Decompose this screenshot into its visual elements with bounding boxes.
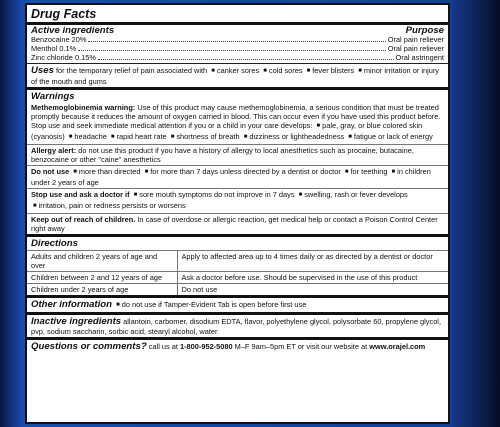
ingredient-name: Menthol 0.1%: [31, 44, 77, 53]
keep-out-label: Keep out of reach of children.: [31, 215, 136, 224]
leader-dots: [78, 50, 386, 51]
leader-dots: [88, 41, 385, 42]
do-not-use: [27, 165, 448, 187]
ingredient-purpose: Oral pain reliever: [387, 35, 444, 44]
stop-use-item: ■ swelling, rash or fever develops: [297, 190, 408, 199]
uses-section: [27, 64, 448, 90]
allergy-text: do not use this product if you have a history of allergy to local anesthetics such as procaine, butacaine, benzocaine or other "caine" anesthetics: [31, 146, 414, 164]
other-information-item: ■ do not use if Tamper-Evident Tab is open before first use: [114, 300, 306, 309]
inactive-ingredients-header: Inactive ingredients: [31, 316, 122, 327]
ingredient-row: [31, 53, 444, 62]
keep-out-of-reach: [27, 213, 448, 233]
directions-section: [27, 237, 448, 298]
do-not-use-item: ■ more than directed: [71, 167, 140, 176]
do-not-use-label: Do not use: [31, 167, 70, 176]
allergy-label: Allergy alert:: [31, 146, 77, 155]
questions-pre: call us at: [148, 342, 178, 351]
use-item: ■ fever blisters: [305, 66, 355, 75]
symptom-item: ■ headache: [67, 132, 107, 141]
table-row: [27, 251, 448, 272]
symptom-item: ■ fatigue or lack of energy: [346, 132, 433, 141]
website-link: www.orajel.com: [369, 342, 426, 351]
package-left-edge: [0, 0, 22, 427]
uses-lead: for the temporary relief of pain associated with: [56, 66, 208, 75]
purpose-header: Purpose: [405, 25, 444, 36]
ingredient-name: Zinc chloride 0.15%: [31, 53, 96, 62]
ingredient-name: Benzocaine 20%: [31, 35, 87, 44]
direction-how: Apply to affected area up to 4 times daily or as directed by a dentist or doctor: [177, 251, 448, 272]
questions-hours: M–F 9am–5pm ET or visit our website at: [234, 342, 368, 351]
warnings-section: [27, 90, 448, 237]
symptom-item: ■ shortness of breath: [169, 132, 240, 141]
direction-who: Adults and children 2 years of age and over: [27, 251, 177, 272]
table-row: [27, 272, 448, 284]
active-ingredients-header: Active ingredients: [31, 25, 115, 36]
ingredient-row: [31, 35, 444, 44]
stop-use: [27, 188, 448, 212]
inactive-ingredients-text: allantoin, carbomer, disodium EDTA, flavor, polyethylene glycol, polysorbate 60, propylene glycol, pvp, sodium saccharin, sorbic acid, stearyl alcohol, water: [31, 317, 442, 336]
ingredient-row: [31, 44, 444, 53]
allergy-alert: [27, 144, 448, 164]
direction-how: Ask a doctor before use. Should be supervised in the use of this product: [177, 272, 448, 284]
use-item: ■ cold sores: [261, 66, 302, 75]
questions-section: [27, 340, 448, 353]
inactive-ingredients-section: [27, 315, 448, 340]
direction-who: Children between 2 and 12 years of age: [27, 272, 177, 284]
other-information-section: [27, 298, 448, 315]
symptom-item: ■ dizziness or lightheadedness: [242, 132, 345, 141]
ingredient-purpose: Oral astringent: [395, 53, 444, 62]
package-right-edge: [452, 0, 500, 427]
use-item: ■ minor irritation or injury of the mouth and gums: [31, 66, 439, 86]
uses-header: Uses: [31, 65, 54, 76]
other-information-header: Other information: [31, 299, 113, 310]
active-header-row: [31, 26, 444, 35]
direction-how: Do not use: [177, 284, 448, 296]
do-not-use-item: ■ in children under 2 years of age: [31, 167, 431, 187]
table-row: [27, 284, 448, 296]
symptom-item: ■ rapid heart rate: [109, 132, 167, 141]
methemoglobinemia-label: Methemoglobinemia warning:: [31, 103, 136, 112]
warnings-header: Warnings: [31, 91, 75, 102]
direction-who: Children under 2 years of age: [27, 284, 177, 296]
drug-facts-panel: [25, 3, 450, 424]
methemoglobinemia-text: Use of this product may cause methemoglobinemia, a serious condition that must be treated promptly because it reduces the amount of oxygen carried in blood. This can occur even if you have used this product before. Stop use and seek immediate medical attention if you or a child in your care develops:: [31, 103, 441, 130]
questions-header: Questions or comments?: [31, 341, 147, 352]
drug-facts-title: Drug Facts: [27, 5, 448, 25]
phone-number: 1-800-952-5080: [179, 342, 233, 351]
directions-table: [27, 250, 448, 295]
active-ingredients-section: [27, 25, 448, 64]
use-item: ■ canker sores: [209, 66, 259, 75]
ingredient-purpose: Oral pain reliever: [387, 44, 444, 53]
stop-use-item: ■ irritation, pain or redness persists or worsens: [31, 201, 186, 210]
stop-use-item: ■ sore mouth symptoms do not improve in 7 days: [132, 190, 295, 199]
keep-out-text: In case of overdose or allergic reaction, get medical help or contact a Poison Control Center right away: [31, 215, 438, 233]
directions-header: Directions: [31, 238, 78, 249]
leader-dots: [98, 59, 394, 60]
methemoglobinemia-warning: [31, 103, 444, 143]
do-not-use-item: ■ for more than 7 days unless directed by a dentist or doctor: [143, 167, 341, 176]
stop-use-label: Stop use and ask a doctor if: [31, 190, 130, 199]
do-not-use-item: ■ for teething: [343, 167, 388, 176]
symptom-item: ■ pale, gray, or blue colored skin (cyanosis): [31, 121, 422, 141]
